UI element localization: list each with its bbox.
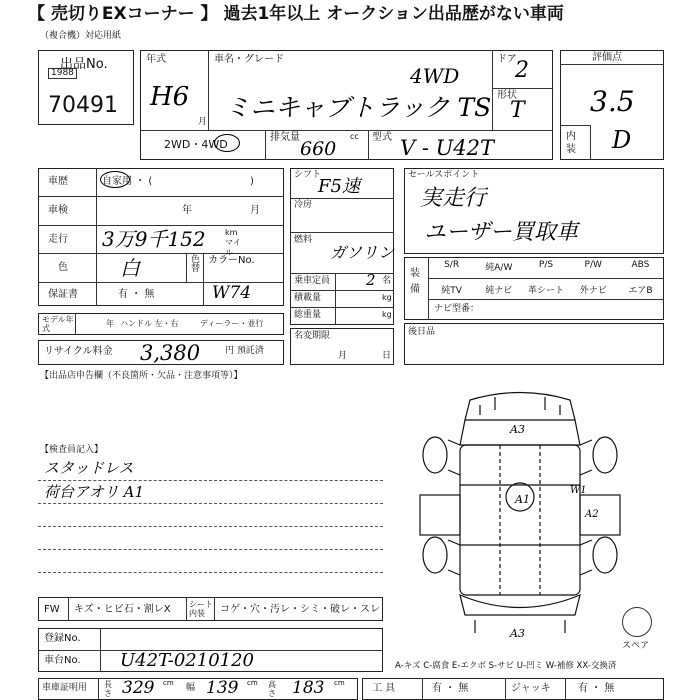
equip-item: 革シート	[528, 286, 565, 296]
gross-unit: kg	[382, 310, 392, 319]
warranty-value: 有 ・ 無	[118, 289, 155, 300]
equip-item: 純ナビ	[485, 286, 513, 296]
diagram-mark-right2: A2	[585, 509, 599, 520]
inspector-line2: 荷台アオリ A1	[44, 483, 144, 501]
equip-item: 純TV	[441, 286, 462, 296]
diagram-mark-right1: W1	[570, 485, 587, 496]
history-circle	[100, 171, 130, 188]
sales-point-label: セールスポイント	[408, 170, 480, 180]
height-unit: cm	[334, 679, 345, 687]
drive-options: 2WD・4WD	[164, 138, 228, 151]
after-fit-box	[404, 323, 664, 365]
equipment-row-1	[428, 260, 664, 276]
history-value: 自家用 ・ (	[102, 176, 153, 187]
equip-item: ABS	[631, 260, 650, 270]
length-unit: cm	[163, 679, 174, 687]
interior-label: 内装	[566, 131, 576, 155]
name-label: 車名・グレード	[214, 54, 284, 65]
inspection-year: 年	[182, 205, 192, 216]
model-year-year: 年	[106, 319, 114, 328]
tool-value: 有 ・ 無	[432, 683, 469, 694]
inspection-month: 月	[250, 205, 260, 216]
width-value: 139	[206, 678, 239, 698]
width-unit: cm	[247, 679, 258, 687]
rating-value: 3.5	[590, 85, 635, 118]
recycle-unit: 円 預託済	[225, 346, 264, 356]
sheet-subnote: （複合機）対応用紙	[40, 31, 122, 41]
height-label: 高さ	[268, 680, 276, 698]
month-unit: 月	[198, 117, 208, 127]
rating-label: 評価点	[592, 52, 622, 63]
chassis-value: U42T-0210120	[120, 650, 255, 671]
seat-items: コゲ・穴・汚レ・シミ・破レ・スレ	[220, 604, 380, 615]
name-change-day: 日	[382, 351, 392, 361]
ac-label: 冷房	[294, 200, 313, 210]
shape-label: 形状	[497, 90, 517, 101]
color-value: 白	[120, 256, 140, 280]
model-year-label: モデル年式	[42, 315, 74, 333]
doors-value: 2	[515, 58, 529, 83]
color-change: 色替	[191, 255, 201, 274]
sales-point-line2: ユーザー買取車	[424, 220, 579, 245]
model-value: V - U42T	[400, 136, 495, 160]
color-label: 色	[58, 262, 68, 273]
lot-sub-number: 1988	[48, 68, 77, 79]
doors-label: ドア	[497, 54, 517, 65]
fw-items: キズ・ヒビ石・割レX	[74, 604, 171, 615]
displacement-label: 排気量	[270, 132, 300, 143]
diagram-mark-center: A1	[515, 493, 530, 506]
lot-label: 出品No.	[60, 57, 108, 72]
handle-label: ハンドル 左・右	[120, 319, 179, 328]
displacement-unit: cc	[350, 132, 359, 141]
equip-item: P/W	[584, 260, 602, 270]
year-value: H6	[150, 82, 190, 112]
height-value: 183	[292, 678, 325, 698]
fuel-value: ガソリン	[330, 243, 395, 262]
year-label: 年式	[146, 54, 166, 65]
mileage-label: 走行	[48, 234, 68, 245]
diagram-mark-top: A3	[510, 423, 525, 436]
vehicle-name: ミニキャブトラック TS	[225, 93, 492, 122]
load-label: 積載量	[294, 293, 322, 303]
equip-item: S/R	[444, 260, 460, 270]
mileage-unit: km マイル	[225, 228, 241, 257]
equip-item: エアB	[628, 286, 653, 296]
history-label: 車歴	[48, 176, 68, 187]
damage-codes: A-キズ C-腐食 E-エクボ S-サビ U-凹ミ W-補修 XX-交換済	[395, 661, 617, 671]
color-no-label: カラーNo.	[208, 255, 255, 266]
shape-value: T	[510, 98, 525, 123]
jack-value: 有 ・ 無	[578, 683, 615, 694]
color-no-value: W74	[212, 283, 252, 303]
tool-label: 工 具	[372, 683, 396, 694]
drive-circle	[214, 134, 240, 152]
name-change-month: 月	[338, 351, 348, 361]
after-fit-label: 後日品	[408, 327, 436, 337]
history-close: )	[250, 176, 254, 187]
drive-note: 4WD	[410, 64, 460, 88]
shift-label: シフト	[294, 170, 322, 180]
load-unit: kg	[382, 293, 392, 302]
capacity-unit: 名	[382, 276, 392, 286]
equipment-row-2	[428, 283, 664, 299]
sales-point-line1: 実走行	[420, 186, 487, 211]
lot-number: 70491	[48, 93, 118, 118]
declaration-label: 【出品店申告欄（不良箇所・欠品・注意事項等）】	[40, 371, 243, 381]
dealer-label: ディーラー・並行	[200, 319, 264, 328]
length-label: 長さ	[104, 680, 112, 698]
jack-label: ジャッキ	[511, 683, 551, 694]
model-label: 型式	[372, 132, 392, 143]
width-label: 幅	[186, 683, 196, 693]
recycle-label: リサイクル料金	[44, 346, 113, 357]
capacity-value: 2	[366, 271, 376, 289]
capacity-label: 乗車定員	[294, 276, 331, 286]
equip-item: 純A/W	[485, 263, 513, 273]
mileage-value: 3万9千152	[102, 227, 206, 251]
fw-label: FW	[44, 604, 60, 615]
inspection-label: 車検	[48, 205, 68, 216]
navi-label: ナビ型番：	[434, 304, 480, 314]
equip-item: P/S	[538, 260, 554, 270]
length-value: 329	[122, 678, 155, 698]
reg-label: 登録No.	[44, 633, 81, 644]
equip-item: 外ナビ	[579, 286, 607, 296]
fuel-label: 燃料	[294, 235, 313, 245]
chassis-label: 車台No.	[44, 655, 81, 666]
header-banner	[0, 0, 700, 30]
seat-label: シート内装	[189, 600, 213, 618]
inspector-line1: スタッドレス	[44, 459, 134, 477]
interior-value: D	[612, 126, 632, 154]
shift-value: F5速	[318, 176, 360, 197]
equipment-label: 装備	[410, 268, 420, 295]
displacement-value: 660	[300, 138, 337, 160]
spare-tire-icon	[622, 607, 652, 637]
name-change-label: 名変期限	[294, 331, 331, 341]
warranty-label: 保証書	[48, 289, 78, 300]
recycle-value: 3,380	[140, 341, 201, 365]
diagram-mark-bottom: A3	[510, 627, 525, 640]
gross-label: 総重量	[294, 310, 322, 320]
dimensions-label: 車庫証明用	[42, 683, 88, 693]
inspector-label: 【検査員記入】	[40, 445, 104, 455]
spare-label: スペア	[622, 641, 650, 651]
car-diagram	[400, 385, 640, 645]
banner-text: 【 売切りEXコーナー 】 過去1年以上 オークション出品歴がない車両	[28, 4, 564, 24]
